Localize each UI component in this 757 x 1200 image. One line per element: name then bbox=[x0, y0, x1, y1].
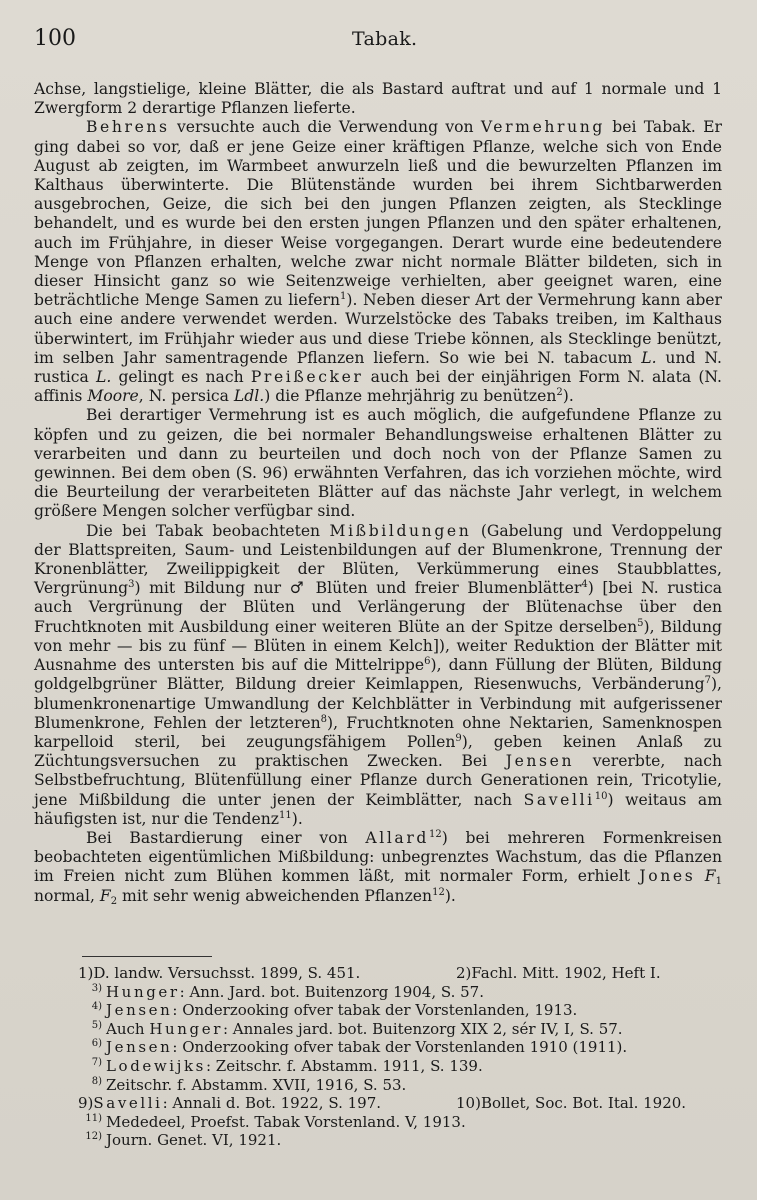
footnote-ref: 11 bbox=[279, 809, 292, 821]
author-name: Jensen bbox=[106, 1001, 173, 1020]
text-run: ). bbox=[562, 387, 574, 406]
body-text bbox=[34, 80, 722, 906]
footnotes bbox=[78, 964, 724, 1150]
generation-subscript: 1 bbox=[715, 876, 722, 888]
text-run bbox=[695, 867, 704, 885]
footnote-ref: 10 bbox=[594, 790, 608, 802]
author-name: Hunger bbox=[149, 1019, 223, 1038]
text-run: auch bei der einjährigen Form N. alata (N. affinis bbox=[34, 368, 723, 406]
footnote-9 bbox=[78, 1094, 456, 1113]
text-run: Die bei Tabak beobachteten bbox=[86, 521, 330, 540]
footnote-row bbox=[78, 1094, 724, 1113]
footnote-mark: 12) bbox=[85, 1131, 102, 1143]
author-name: Savelli bbox=[93, 1094, 163, 1113]
footnote-text: : Zeitschr. f. Abstamm. 1911, S. 139. bbox=[205, 1056, 483, 1075]
footnote-text: : Onderzooking ofver tabak der Vorstenlanden 1910 (1911). bbox=[172, 1038, 628, 1057]
footnote-text: Mededeel, Proefst. Tabak Vorstenland. V, 1913. bbox=[106, 1112, 466, 1131]
footnote-text: : Annales jard. bot. Buitenzorg XIX 2, sér IV, I, S. 57. bbox=[222, 1019, 623, 1038]
emphasis: Vermehrung bbox=[480, 118, 605, 137]
footnote-6 bbox=[78, 1038, 724, 1057]
footnote-mark: 8) bbox=[91, 1075, 102, 1087]
paragraph-3: Bei derartiger Vermehrung ist es auch möglich, die aufgefundene Pflanze zu köpfen und zu geizen, die bei normaler Behandlungsweise erhaltenen Blätter zu verarbeiten und dann zu beurteilen und doch noch von der Pflanze Samen zu gewinnen. Bei dem oben (S. 96) erwähnten Verfahren, das ich vorziehen möchte, wird die Beurteilung der verarbeiteten Blätter auf das nächste Jahr verlegt, in welchem größere Mengen solcher verfügbar sind. bbox=[34, 406, 722, 521]
footnote-11 bbox=[78, 1113, 724, 1132]
footnote-mark: 9) bbox=[78, 1094, 94, 1113]
footnote-text: : Annali d. Bot. 1922, S. 197. bbox=[162, 1094, 382, 1113]
footnote-text: Zeitschr. f. Abstamm. XVII, 1916, S. 53. bbox=[106, 1075, 407, 1094]
text-run: vererbte, nach Selbstbefruchtung, Blütenfüllung einer Pflanze durch Generationen rein, Tricotylie, jene Mißbildung die unter jenen der Keimblätter, nach bbox=[34, 752, 723, 809]
paragraph-1: Achse, langstielige, kleine Blätter, die als Bastard auftrat und auf 1 normale und 1 Zwergform 2 derartige Pflanzen lieferte. bbox=[34, 80, 722, 118]
text-run: Bei Bastardierung einer von bbox=[86, 828, 366, 847]
text-run: ), Fruchtknoten ohne Nektarien, Samenknospen karpelloid steril, bei zeugungsfähigem Pollen bbox=[34, 713, 722, 751]
running-head: Tabak. bbox=[352, 28, 418, 50]
footnote-mark: 6) bbox=[91, 1038, 102, 1050]
footnote-ref: 3 bbox=[128, 579, 135, 591]
footnote-ref: 12 bbox=[432, 886, 445, 898]
footnote-mark: 5) bbox=[91, 1019, 102, 1031]
footnote-10 bbox=[456, 1094, 724, 1113]
footnote-7 bbox=[78, 1057, 724, 1076]
text-run: ), Bildung von mehr — bis zu fünf — Blüten in einem Kelch]), weiter Reduktion der Blätter mit Ausnahme des untersten bis auf die Mittelrippe bbox=[34, 617, 722, 675]
generation-symbol: F bbox=[704, 867, 716, 886]
footnote-3 bbox=[78, 983, 724, 1002]
text-run: mit sehr wenig abweichenden Pflanzen bbox=[117, 886, 433, 905]
author-name: Jones bbox=[639, 867, 696, 886]
text-run: ). bbox=[444, 886, 456, 905]
footnote-ref: 9 bbox=[455, 732, 462, 744]
footnote-ref: 6 bbox=[424, 656, 431, 668]
author-name: Jensen bbox=[505, 752, 575, 771]
footnote-ref: 5 bbox=[637, 617, 644, 629]
text-run: ) [bei N. rustica auch Vergrünung der Blüten und Verlängerung der Blütenachse über den Fruchtknoten mit Ausbildung einer weiteren Blüte an der Spitze derselben bbox=[34, 579, 722, 636]
author-name: Lodewijks bbox=[106, 1056, 206, 1075]
text-run: ). bbox=[291, 809, 303, 828]
emphasis: Mißbildungen bbox=[329, 521, 472, 540]
footnote-text: Bollet, Soc. Bot. Ital. 1920. bbox=[480, 1094, 687, 1113]
footnote-12 bbox=[78, 1131, 724, 1150]
text-run: bei Tabak. Er ging dabei so vor, daß er jene Geize einer kräftigen Pflanze, welche sich von Ende August ab zeigten, im Warmbeet anwurzeln ließ und die bewurzelten Pflanzen im Kalthaus überwinterte. Die Blütenstände wurden bei ihrem Sichtbarwerden ausgebrochen, Geize, die sich bei den jungen Pflanzen zeigten, als Stecklinge behandelt, und es wurde bei den ersten jungen Pflanzen und den später erhaltenen, auch im Frühjahre, in dieser Weise vorgegangen. Derart wurde eine bedeutendere Menge von Pflanzen erhalten, welche zwar nicht normale Blätter bildeten, sich in dieser Hinsicht ganz so wie Seitenzweige verhielten, aber geeignet waren, eine beträchtliche Menge Samen zu liefern bbox=[34, 118, 722, 310]
text-run: gelingt es nach bbox=[111, 368, 251, 387]
paragraph-4 bbox=[34, 522, 722, 829]
author-abbrev: L. bbox=[641, 348, 657, 367]
generation-subscript: 2 bbox=[110, 895, 118, 907]
footnote-text: : Onderzooking ofver tabak der Vorstenlanden, 1913. bbox=[172, 1001, 578, 1020]
footnote-mark: 7) bbox=[91, 1056, 102, 1068]
footnote-text: Journ. Genet. VI, 1921. bbox=[106, 1131, 282, 1150]
text-run: ) die Pflanze mehrjährig zu benützen bbox=[264, 387, 557, 406]
footnote-2 bbox=[456, 964, 724, 983]
text-run: ) weitaus am häufigsten ist, nur die Tendenz bbox=[34, 790, 722, 828]
paragraph-2 bbox=[34, 118, 722, 406]
footnote-mark: 3) bbox=[91, 982, 102, 994]
footnote-text: : Ann. Jard. bot. Buitenzorg 1904, S. 57. bbox=[179, 982, 484, 1001]
footnote-mark: 4) bbox=[91, 1001, 102, 1013]
paragraph-5 bbox=[34, 829, 722, 906]
footnote-text: D. landw. Versuchsst. 1899, S. 451. bbox=[93, 964, 361, 982]
footnote-mark: 2) bbox=[456, 964, 472, 982]
text-run: und N. rustica bbox=[34, 348, 722, 387]
author-name: Preißecker bbox=[250, 368, 364, 387]
footnote-divider bbox=[82, 956, 212, 957]
generation-symbol: F bbox=[99, 886, 111, 905]
author-name: Hunger bbox=[106, 982, 180, 1001]
footnote-ref: 8 bbox=[320, 713, 328, 725]
text-run: ). Neben dieser Art der Vermehrung kann aber auch eine andere verwendet werden. Wurzelstöcke des Tabaks treiben, im Kalthaus überwintert, im Frühjahr wieder aus und diese Triebe können, als Stecklinge benützt, im selben Jahr samentragende Pflanzen liefern. So wie bei N. tabacum bbox=[34, 291, 722, 367]
author-abbrev: Moore bbox=[87, 387, 139, 406]
author-name: Allard bbox=[365, 828, 429, 847]
footnote-mark: 11) bbox=[85, 1112, 102, 1124]
footnote-ref: 12 bbox=[428, 828, 442, 840]
footnote-ref: 7 bbox=[704, 675, 711, 687]
author-abbrev: L. bbox=[95, 368, 112, 387]
text-run: versuchte auch die Verwendung von bbox=[169, 118, 481, 137]
footnote-mark: 10) bbox=[456, 1094, 481, 1113]
author-abbrev: Ldl. bbox=[233, 387, 265, 406]
footnote-row bbox=[78, 964, 724, 983]
footnote-8 bbox=[78, 1076, 724, 1095]
text-run: ), geben keinen Anlaß zu Züchtungsversuchen zu praktischen Zwecken. Bei bbox=[34, 732, 723, 771]
text-run: ), dann Füllung der Blüten, Bildung goldgelbgrüner Blätter, Bildung dreier Keimlappen, Riesenwuchs, Verbänderung bbox=[34, 656, 723, 694]
text-run: normal, bbox=[34, 886, 100, 905]
text-run: ) mit Bildung nur ♂ Blüten und freier Blumenblätter bbox=[134, 579, 582, 598]
footnote-5 bbox=[78, 1020, 724, 1039]
page-header bbox=[34, 26, 723, 56]
footnote-4 bbox=[78, 1001, 724, 1020]
text-run: ) bei mehreren Formenkreisen beobachteten eigentümlichen Mißbildung: unbegrenztes Wachstum, das die Pflanzen im Freien nicht zum Blühen kommen läßt, mit normaler Form, erhielt bbox=[34, 828, 722, 886]
author-name: Behrens bbox=[86, 118, 170, 137]
footnote-1 bbox=[78, 964, 456, 983]
text-run: (Gabelung und Verdoppelung der Blattspreiten, Saum- und Leistenbildungen auf der Blumenkrone, Trennung der Kronenblätter, Zweilippigkeit der Blüten, Verkümmerung eines Staubblattes, Vergrünung bbox=[34, 521, 722, 598]
footnote-text: Fachl. Mitt. 1902, Heft I. bbox=[471, 964, 661, 982]
author-name: Jensen bbox=[106, 1038, 173, 1057]
footnote-ref: 1 bbox=[340, 291, 347, 303]
text-run: ), blumenkronenartige Umwandlung der Kelchblätter in Verbindung mit aufgerissener Blumenkrone, Fehlen der letzteren bbox=[34, 675, 722, 732]
text-run: , N. persica bbox=[138, 387, 234, 406]
page-number: 100 bbox=[34, 26, 76, 51]
footnote-mark: 1) bbox=[78, 964, 94, 982]
author-name: Savelli bbox=[523, 790, 595, 809]
footnote-ref: 4 bbox=[581, 579, 588, 591]
footnote-ref: 2 bbox=[556, 387, 563, 399]
footnote-prefix: Auch bbox=[106, 1019, 150, 1038]
